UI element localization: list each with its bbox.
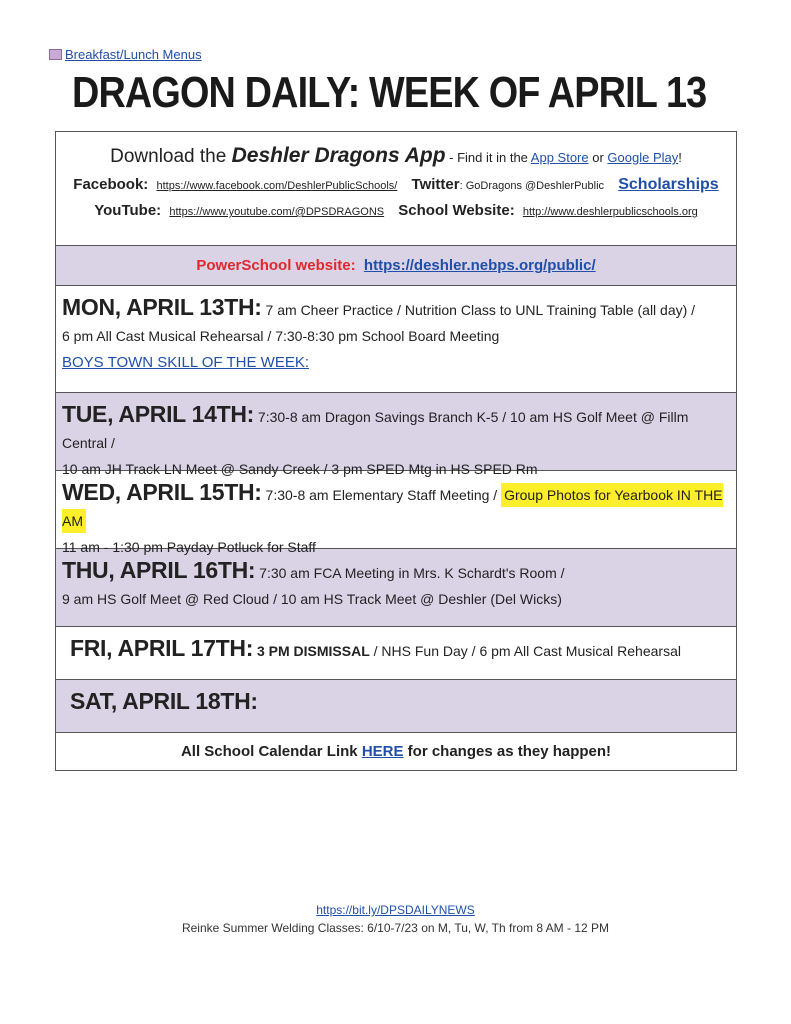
app-store-link[interactable]: App Store [530,150,589,165]
day-label: MON, APRIL 13TH: [62,294,262,320]
day-row-mon [56,285,736,392]
dismissal-text: 3 PM DISMISSAL [253,643,370,659]
boys-town-link[interactable]: BOYS TOWN SKILL OF THE WEEK: [62,354,310,371]
app-line [56,144,736,168]
image-icon [49,49,62,60]
find-text: - Find it in the [445,150,531,165]
welding-note: Reinke Summer Welding Classes: 6/10-7/23 on M, Tu, W, Th from 8 AM - 12 PM [181,921,610,935]
day-row-fri [56,626,736,679]
twitter-label: Twitter [411,176,460,193]
day-label: FRI, APRIL 17TH: [70,635,254,661]
schedule-table [55,131,737,771]
website-label: School Website: [398,202,515,219]
day-row-wed [56,470,736,555]
facebook-label: Facebook: [73,176,149,193]
powerschool-label: PowerSchool website: [196,257,356,274]
day-row-thu [56,548,736,626]
twitter-handle: : GoDragons @DeshlerPublic [459,180,605,192]
day-label: WED, APRIL 15TH: [62,479,262,505]
calendar-suffix: for changes as they happen! [403,743,612,760]
day-events: 7:30-8 am Dragon Savings Branch K-5 / 10 am HS Golf Meet @ Fillm Central / [62,409,689,451]
website-link[interactable]: http://www.deshlerpublicschools.org [522,206,698,218]
dps-daily-news-link[interactable]: https://bit.ly/DPSDAILYNEWS [316,903,475,917]
download-text: Download the [110,146,232,167]
calendar-prefix: All School Calendar Link [180,743,362,760]
scholarships-link[interactable]: Scholarships [618,176,719,193]
calendar-row [56,732,736,770]
youtube-label: YouTube: [94,202,162,219]
youtube-link[interactable]: https://www.youtube.com/@DPSDRAGONS [169,206,385,218]
day-events: 10 am JH Track LN Meet @ Sandy Creek / 3 pm SPED Mtg in HS SPED Rm [62,461,538,477]
day-label: THU, APRIL 16TH: [62,557,256,583]
bottom-link-line [0,903,791,917]
day-events: 6 pm All Cast Musical Rehearsal / 7:30-8:30 pm School Board Meeting [62,328,500,344]
day-label: SAT, APRIL 18TH: [70,688,258,714]
social-line [56,176,736,194]
google-play-link[interactable]: Google Play [607,150,679,165]
day-row-sat [56,679,736,732]
facebook-link[interactable]: https://www.facebook.com/DeshlerPublicSchools/ [156,180,398,192]
day-events: 7 am Cheer Practice / Nutrition Class to UNL Training Table (all day) / [261,302,696,318]
breakfast-lunch-link[interactable]: Breakfast/Lunch Menus [65,47,202,62]
calendar-here-link[interactable]: HERE [361,743,404,760]
yearbook-highlight: Group Photos for Yearbook IN THE AM [62,483,723,533]
info-section [56,132,736,245]
youtube-website-line [56,202,736,219]
day-events: 7:30-8 am Elementary Staff Meeting / [261,487,502,503]
end-text: ! [678,150,682,165]
page-title: DRAGON DAILY: WEEK OF APRIL 13 [72,68,707,117]
day-label: TUE, APRIL 14TH: [62,401,255,427]
day-events: 7:30 am FCA Meeting in Mrs. K Schardt's Room / [255,565,565,581]
day-events: 9 am HS Golf Meet @ Red Cloud / 10 am HS Track Meet @ Deshler (Del Wicks) [62,591,562,607]
day-events: 11 am - 1:30 pm Payday Potluck for Staff [62,539,316,555]
day-events: / NHS Fun Day / 6 pm All Cast Musical Rehearsal [369,643,681,659]
powerschool-row [56,245,736,285]
breakfast-lunch-menus[interactable] [49,47,202,62]
app-name: Deshler Dragons App [231,144,446,167]
day-row-tue [56,392,736,477]
powerschool-link[interactable]: https://deshler.nebps.org/public/ [363,257,596,274]
or-text: or [588,150,608,165]
